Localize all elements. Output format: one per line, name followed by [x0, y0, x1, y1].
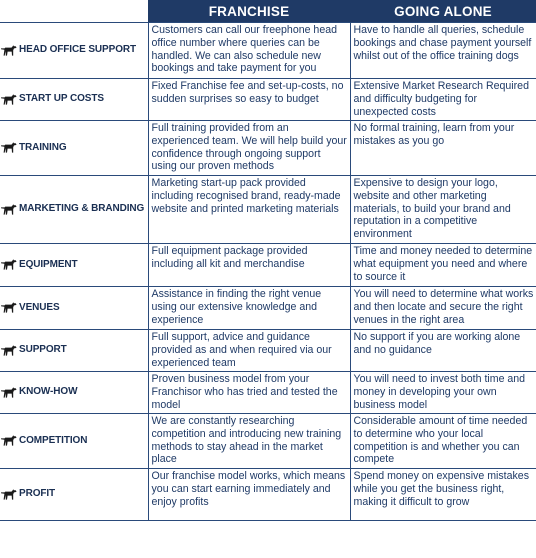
dog-icon [0, 94, 17, 105]
franchise-cell: Full training provided from an experienced team. We will help build your confidence through ongoing support using our proven methods [148, 121, 350, 176]
going-alone-cell: Expensive to design your logo, website and other marketing materials, to build your brand and reputation in a competitive environment [350, 176, 536, 244]
table-row [0, 121, 536, 176]
row-label-text: EQUIPMENT [19, 258, 78, 270]
franchise-cell: Customers can call our freephone head office number where queries can be handled. We can also schedule new bookings and take payment for you [148, 23, 350, 79]
row-label-text: VENUES [19, 301, 60, 313]
row-label [0, 244, 148, 287]
row-label-text: KNOW-HOW [19, 386, 78, 398]
row-label [0, 469, 148, 521]
dog-icon [0, 387, 17, 398]
going-alone-cell: You will need to determine what works and then locate and secure the right venues in the right area [350, 287, 536, 330]
going-alone-cell: Spend money on expensive mistakes while you get the business right, making it difficult to grow [350, 469, 536, 521]
dog-icon [0, 435, 17, 446]
row-label-text: MARKETING & BRANDING [19, 203, 145, 215]
row-label-text: PROFIT [19, 488, 56, 500]
row-label [0, 176, 148, 244]
table-row [0, 330, 536, 372]
going-alone-cell: Have to handle all queries, schedule bookings and chase payment yourself whilst out of the office training dogs [350, 23, 536, 79]
franchise-cell: We are constantly researching competition and introducing new training methods to stay ahead in the market place [148, 414, 350, 469]
row-label [0, 372, 148, 414]
table-row [0, 372, 536, 414]
table-row [0, 469, 536, 521]
franchise-cell: Full equipment package provided including all kit and merchandise [148, 244, 350, 287]
row-label-text: START UP COSTS [19, 93, 104, 105]
row-label [0, 121, 148, 176]
franchise-cell: Marketing start-up pack provided including recognised brand, ready-made website and printed marketing materials [148, 176, 350, 244]
table-row [0, 244, 536, 287]
row-label-text: HEAD OFFICE SUPPORT [19, 44, 136, 56]
dog-icon [0, 204, 17, 215]
row-label [0, 23, 148, 79]
table-row [0, 176, 536, 244]
franchise-cell: Fixed Franchise fee and set-up-costs, no sudden surprises so easy to budget [148, 79, 350, 121]
dog-icon [0, 45, 17, 56]
dog-icon [0, 259, 17, 270]
table-row [0, 287, 536, 330]
row-label-text: COMPETITION [19, 434, 88, 446]
row-label [0, 330, 148, 372]
dog-icon [0, 302, 17, 313]
going-alone-cell: No support if you are working alone and no guidance [350, 330, 536, 372]
going-alone-cell: You will need to invest both time and money in developing your own business model [350, 372, 536, 414]
table-row [0, 414, 536, 469]
header-row [0, 0, 536, 23]
row-label [0, 287, 148, 330]
header-franchise: FRANCHISE [148, 0, 350, 23]
row-label-text: TRAINING [19, 141, 67, 153]
dog-icon [0, 489, 17, 500]
going-alone-cell: No formal training, learn from your mistakes as you go [350, 121, 536, 176]
dog-icon [0, 142, 17, 153]
dog-icon [0, 345, 17, 356]
franchise-cell: Proven business model from your Franchisor who has tried and tested the model [148, 372, 350, 414]
row-label-text: SUPPORT [19, 344, 67, 356]
row-label [0, 79, 148, 121]
going-alone-cell: Extensive Market Research Required and difficulty budgeting for unexpected costs [350, 79, 536, 121]
franchise-cell: Our franchise model works, which means you can start earning immediately and enjoy profits [148, 469, 350, 521]
header-going-alone: GOING ALONE [350, 0, 536, 23]
table-row [0, 79, 536, 121]
going-alone-cell: Time and money needed to determine what equipment you need and where to source it [350, 244, 536, 287]
row-label [0, 414, 148, 469]
franchise-cell: Assistance in finding the right venue using our extensive knowledge and experience [148, 287, 350, 330]
going-alone-cell: Considerable amount of time needed to determine who your local competition is and whether you can compete [350, 414, 536, 469]
table-row [0, 23, 536, 79]
franchise-cell: Full support, advice and guidance provided as and when required via our experienced team [148, 330, 350, 372]
header-corner [0, 0, 148, 23]
